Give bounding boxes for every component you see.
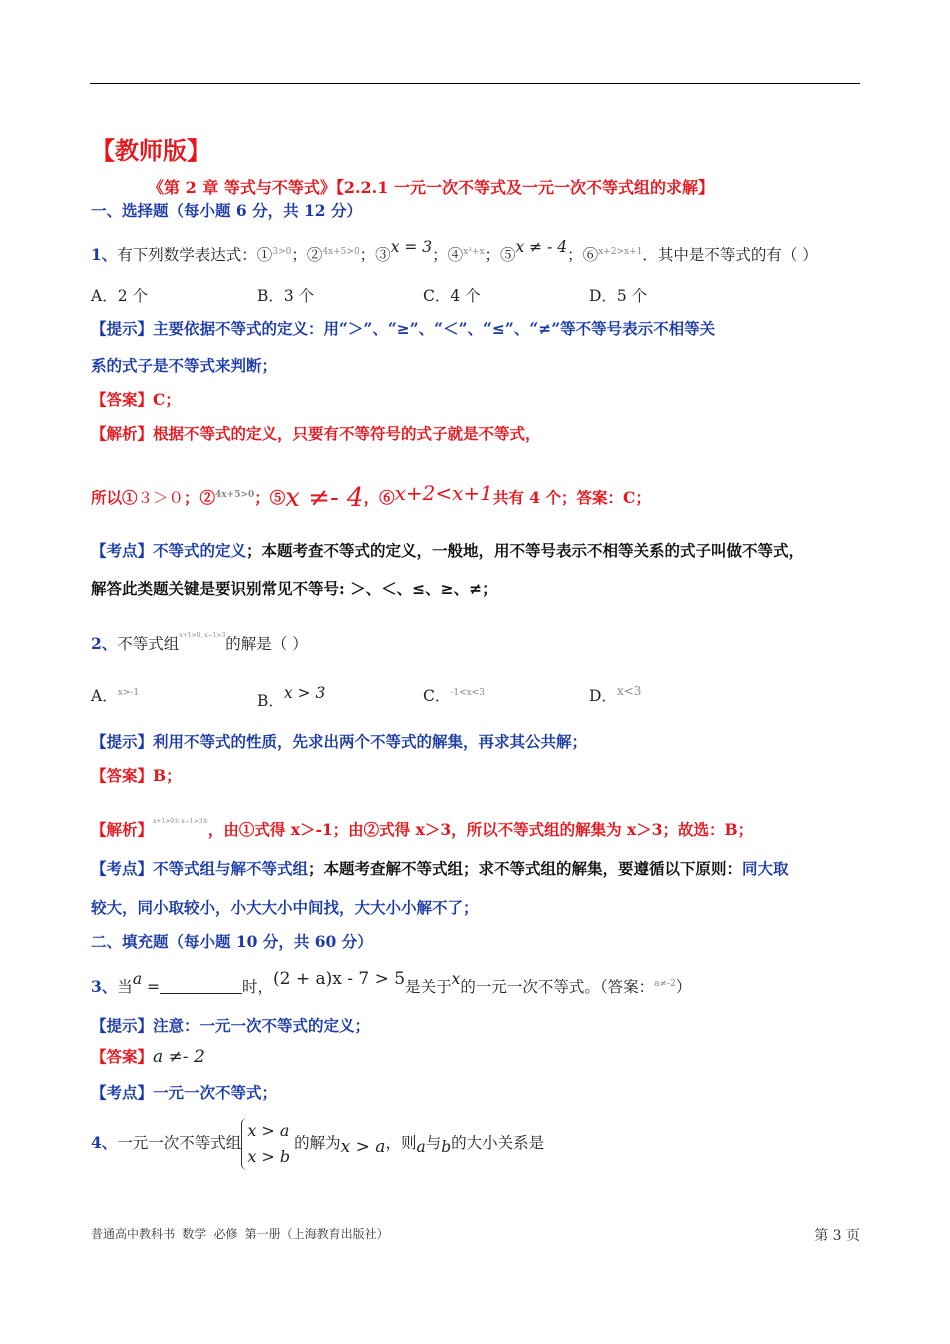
header-rule [90,83,860,84]
page-title: 【教师版】 [91,137,211,165]
analysis-1-cont: 所以①３＞０；②$^{4x+5>0}$；⑤x ≠- 4，⑥x+2<x+1共有 4 个；答案：C； [91,481,651,513]
math-expr: -1<x<3 [450,688,486,698]
keypoint-1-cont: 解答此类题关键是要识别常见不等号: ＞、＜、≤、≥、≠； [91,579,498,598]
footer-page-number: 第 3 页 [814,1228,860,1244]
answer-1: 【答案】C； [91,390,181,409]
option-a: A．$^{x>-1}$ [91,687,140,705]
option-a: A．2 个 [91,287,148,305]
math-expr: (2 + a)x - 7 > 5 [273,969,406,989]
question-number: 3、 [91,977,118,996]
keypoint-2-cont: 较大，同小取较小，小大大小中间找，大大小小解不了； [91,898,479,917]
math-expr: 3>0 [272,247,292,257]
hint-3: 【提示】注意：一元一次不等式的定义； [91,1016,371,1035]
answer-2: 【答案】B； [91,766,182,785]
hint-1-cont: 系的式子是不等式来判断； [91,356,278,375]
math-expr: x > 3 [283,684,326,702]
keypoint-2: 【考点】不等式组与解不等式组；本题考查解不等式组；求不等式组的解集，要遵循以下原则：同大取 [91,859,789,878]
question-number: 1、 [91,245,118,264]
keypoint-1: 【考点】不等式的定义；本题考查不等式的定义，一般地，用不等号表示不相等关系的式子叫做不等式， [91,541,805,560]
hint-1: 【提示】主要依据不等式的定义：用“＞”、“≥”、“＜”、“≤”、“≠”等不等号表示不相等关 [91,319,716,338]
analysis-2: 【解析】$^{x+1>0① x-1>3②}$，由①式得 x＞-1；由②式得 x＞3，所以不等式组的解集为 x＞3；故选：B； [91,818,754,839]
math-expr: x ≠- 4 [285,483,364,513]
section-heading-choice: 一、选择题（每小题 6 分，共 12 分） [91,201,362,220]
math-system: x+1>0, x−1>3 [179,632,226,639]
chapter-subtitle: 《第 2 章 等式与不等式》【2.2.1 一元一次不等式及一元一次不等式组的求解】 [148,178,714,197]
math-expr: x = 3 [390,238,433,256]
section-heading-fill: 二、填充题（每小题 10 分，共 60 分） [91,932,373,951]
answer-3: 【答案】a ≠- 2 [91,1047,205,1067]
option-b: B．x > 3 [257,684,326,710]
option-b: B．3 个 [257,287,315,305]
math-expr: x²+x [463,247,485,257]
question-number: 4、 [91,1133,118,1152]
math-expr: x+2>x+1 [598,247,643,257]
option-c: C．$^{-1<x<3}$ [423,687,486,705]
keypoint-3: 【考点】一元一次不等式； [91,1083,278,1102]
math-expr: a≠-2 [654,979,676,989]
math-expr: 4x+5>0 [322,247,360,257]
question-4: 4、一元一次不等式组x > a x > b的解为x > a，则a与b的大小关系是 [91,1115,544,1175]
question-1: 1、有下列数学表达式：①$^{3>0}$；②$^{4x+5>0}$；③x = 3；④$^{x^2+x}$；⑤x ≠ - 4；⑥$^{x+2>x+1}$．其中是不等式的有（ ） [91,238,818,264]
math-expr: 4x+5>0 [215,490,255,500]
math-system: x+1>0① x−1>3② [153,818,208,825]
math-system: x > a x > b [241,1118,290,1170]
question-number: 2、 [91,634,118,653]
question-2: 2、不等式组$^{x+1>0, x-1>3}$的解是（ ） [91,632,308,653]
hint-2: 【提示】利用不等式的性质，先求出两个不等式的解集，再求其公共解； [91,732,588,751]
question-3: 3、当a = 时，(2 + a)x - 7 > 5是关于x的一元一次不等式。（答案：$^{a\ne-2}$） [91,969,692,996]
option-d: D．5 个 [589,287,648,305]
math-expr: x+2<x+1 [394,481,493,505]
footer-textbook: 普通高中教科书 数学 必修 第一册（上海教育出版社） [91,1227,389,1241]
analysis-1: 【解析】根据不等式的定义，只要有不等符号的式子就是不等式， [91,424,541,443]
math-expr: x ≠ - 4 [515,238,568,256]
option-c: C．4 个 [423,287,481,305]
math-expr: x<3 [616,684,642,698]
math-expr: x>-1 [117,688,140,698]
option-d: D．$^{x<3}$ [589,684,642,705]
answer-blank[interactable] [160,979,242,994]
